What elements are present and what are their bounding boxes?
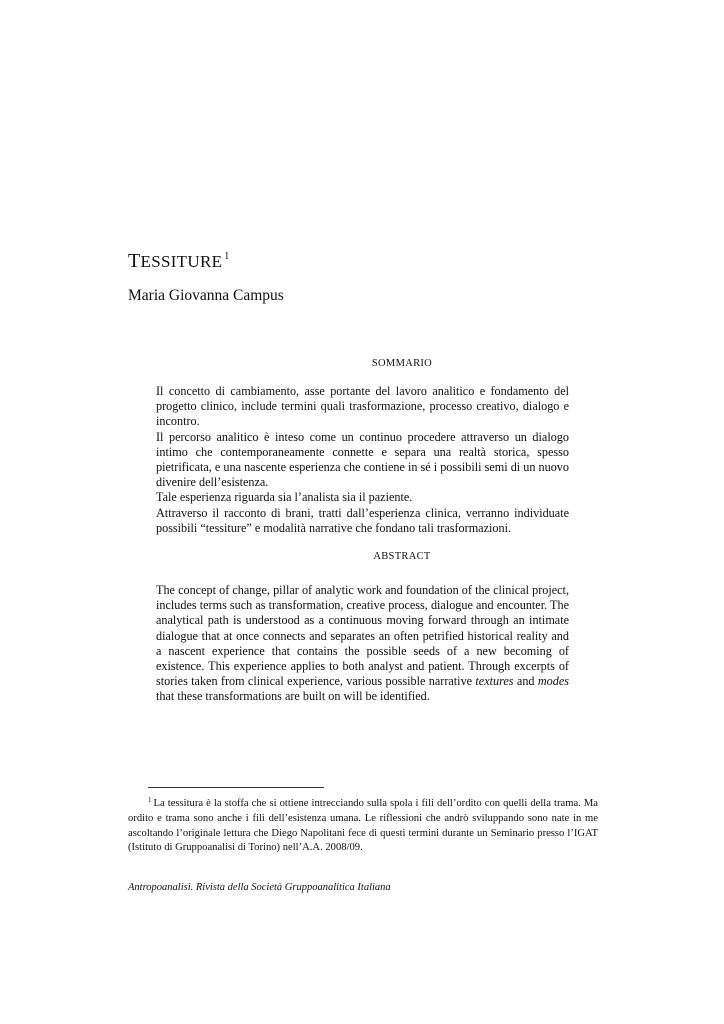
abstract-italic-textures: textures [475,674,514,689]
footnote [128,793,598,856]
sommario-paragraph: Tale esperienza riguarda sia l’analista sia il paziente. [156,490,413,505]
sommario-body [156,384,569,536]
footnote-mark: 1 [148,796,152,804]
journal-footer: Antropoanalisi. Rivista della Società Gruppoanalitica Italiana [128,882,391,893]
title-rest: ESSITURE [140,252,223,271]
abstract-text-end: that these transformations are built on will be identified. [156,689,430,704]
abstract-connector: and [516,674,535,689]
sommario-paragraph: Il concetto di cambiamento, asse portante del lavoro analitico e fondamento del progetto clinico, include termini quali trasformazione, processo creativo, dialogo e incontro. [156,384,569,429]
article-title [128,250,230,273]
title-footnote-mark[interactable]: 1 [224,251,230,263]
abstract-body [156,583,569,705]
footnote-divider [148,787,324,788]
sommario-paragraph: Il percorso analitico è inteso come un continuo procedere attraverso un dialogo intimo che contemporaneamente connette e separa una realtà storica, spesso pietrificata, e una nascente esperienza che contiene in sé i possibili semi di un nuovo divenire dell’esistenza. [156,429,569,490]
abstract-text-main: The concept of change, pillar of analytic work and foundation of the clinical project, includes terms such as transformation, creative process, dialogue and encounter. The analytical path is understood as a continuous moving forward through an intimate dialogue that at once connects and separates an often petrified historical reality and a nascent experience that contains the possible seeds of a new becoming of existence. This experience applies to both analyst and patient. Through excerpts of stories taken from clinical experience, various possible narrative [156,583,569,689]
author-name: Maria Giovanna Campus [128,287,284,304]
title-initial: T [128,250,141,272]
abstract-heading: ABSTRACT [373,551,431,562]
abstract-paragraph [156,583,569,705]
abstract-italic-modes: modes [537,674,570,689]
footnote-text: La tessitura è la stoffa che si ottiene intrecciando sulla spola i fili dell’ordito con quelli della trama. Ma ordito e trama sono anche i fili dell’esistenza umana. Le riflessioni che andrò sviluppando sono nate in me ascoltando l’originale lettura che Diego Napolitani fece di questi termini durante un Seminario presso l’IGAT (Istituto di Gruppoanalisi di Torino) nell’A.A. 2008/09. [128,798,598,854]
sommario-heading: SOMMARIO [371,358,433,369]
sommario-paragraph: Attraverso il racconto di brani, tratti dall’esperienza clinica, verranno individuate possibili “tessiture” e modalità narrative che fondano tali trasformazioni. [156,505,569,535]
